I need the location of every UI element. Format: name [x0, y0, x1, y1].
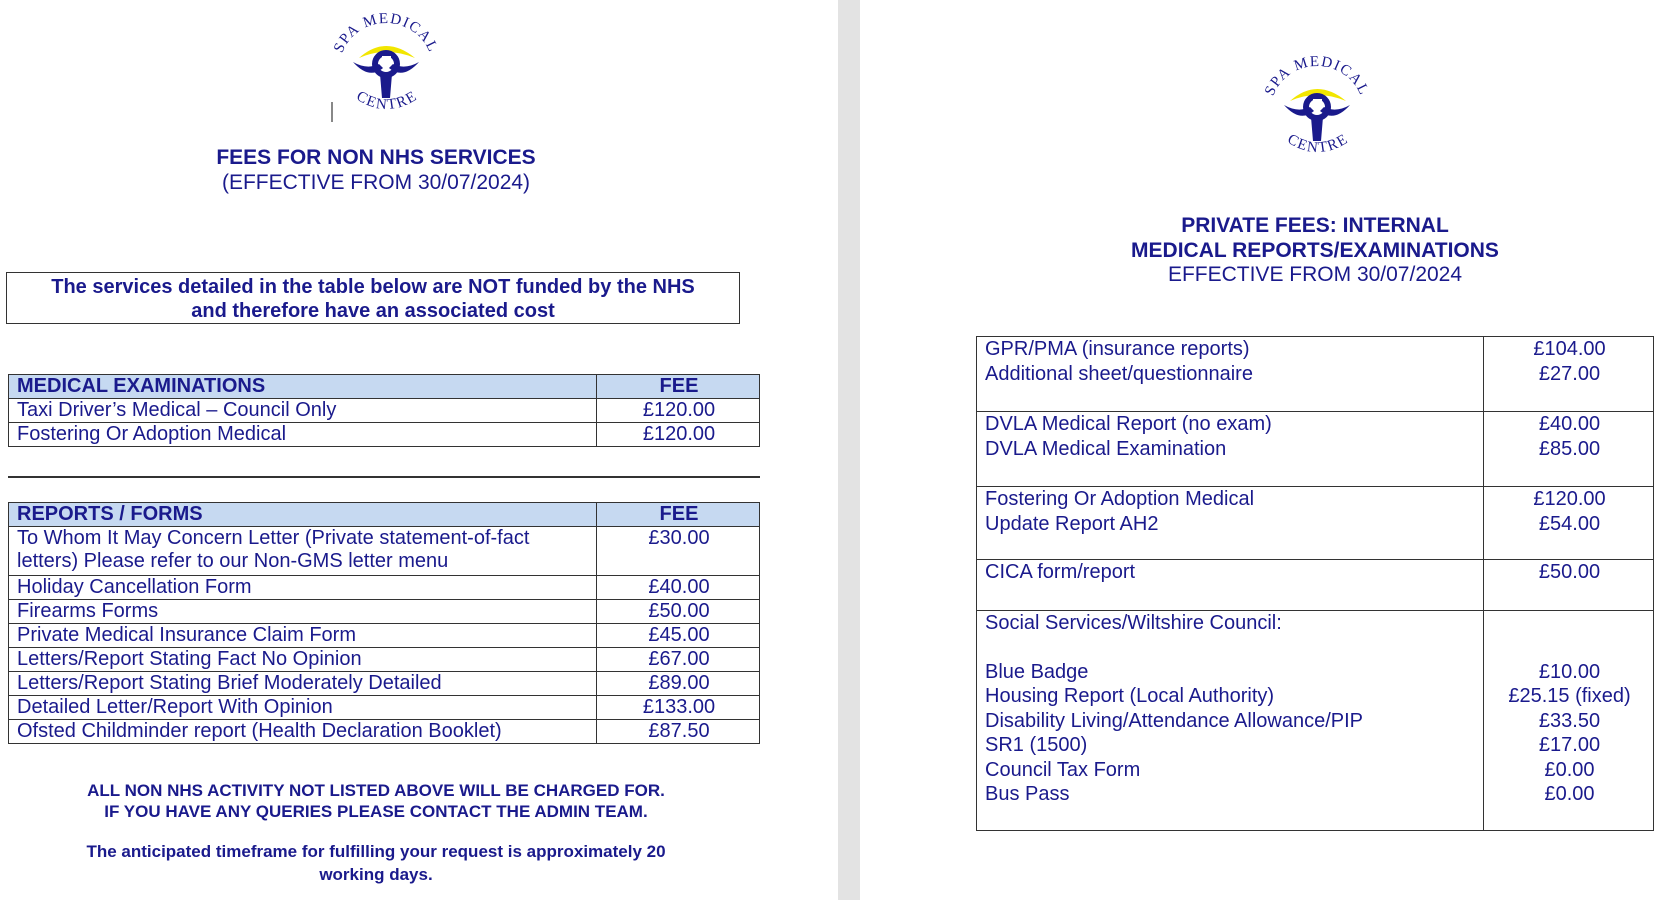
- service-name: SR1 (1500): [985, 734, 1088, 756]
- service-name: Firearms Forms: [9, 600, 597, 624]
- table-row: [9, 399, 760, 423]
- spa-medical-logo: [1258, 55, 1376, 167]
- service-name: Housing Report (Local Authority): [985, 685, 1275, 707]
- service-name: Blue Badge: [985, 660, 1089, 683]
- logo-text-top: SPA MEDICAL: [1261, 55, 1373, 99]
- fee-cell: [1484, 412, 1654, 487]
- table-row: [9, 423, 760, 447]
- service-name: Fostering Or Adoption Medical: [985, 488, 1255, 510]
- group-heading: Social Services/Wiltshire Council:: [985, 612, 1282, 634]
- spacer: [985, 636, 1477, 660]
- private-fees-table: [976, 336, 1654, 831]
- footer-line-2: IF YOU HAVE ANY QUERIES PLEASE CONTACT THE ADMIN TEAM.: [104, 802, 648, 821]
- table-row: [9, 576, 760, 600]
- service-fee: £50.00: [597, 600, 760, 624]
- table-row: [9, 648, 760, 672]
- service-cell: [977, 337, 1484, 412]
- service-fee: £120.00: [597, 423, 760, 447]
- nhs-notice-box: [6, 272, 740, 324]
- service-fee: £87.50: [597, 720, 760, 744]
- service-fee: £85.00: [1538, 437, 1601, 460]
- service-name: Detailed Letter/Report With Opinion: [9, 696, 597, 720]
- service-cell: [977, 487, 1484, 560]
- section-header: MEDICAL EXAMINATIONS: [9, 375, 597, 399]
- service-fee: £120.00: [597, 399, 760, 423]
- text-cursor-mark: [331, 102, 333, 122]
- fee-group-row: [977, 412, 1654, 487]
- blank-line: [1492, 611, 1647, 636]
- service-name: Update Report AH2: [985, 512, 1159, 535]
- footer-line-3: The anticipated timeframe for fulfilling your request is approximately 20: [86, 842, 666, 861]
- reports-forms-table: [8, 502, 760, 744]
- logo-text-top: SPA MEDICAL: [330, 12, 442, 56]
- service-name: Letters/Report Stating Fact No Opinion: [9, 648, 597, 672]
- service-fee: £89.00: [597, 672, 760, 696]
- service-name: Fostering Or Adoption Medical: [9, 423, 597, 447]
- service-cell: [977, 611, 1484, 831]
- page-gutter: [838, 0, 860, 900]
- fee-group-row: [977, 560, 1654, 611]
- service-name: Ofsted Childminder report (Health Declaration Booklet): [9, 720, 597, 744]
- spacer: [1492, 636, 1647, 660]
- private-fees-title-line-1: PRIVATE FEES: INTERNAL: [1181, 214, 1449, 237]
- service-name: Holiday Cancellation Form: [9, 576, 597, 600]
- notice-line-1: The services detailed in the table below are NOT funded by the NHS: [51, 276, 695, 298]
- fee-header: FEE: [597, 503, 760, 527]
- table-row: [9, 672, 760, 696]
- fee-group-row: [977, 611, 1654, 831]
- fee-header: FEE: [597, 375, 760, 399]
- service-name: Council Tax Form: [985, 758, 1141, 781]
- medical-examinations-table: [8, 374, 760, 447]
- section-header: REPORTS / FORMS: [9, 503, 597, 527]
- service-fee: £0.00: [1544, 758, 1595, 781]
- service-name: Additional sheet/questionnaire: [985, 362, 1253, 385]
- table-row: [9, 600, 760, 624]
- service-fee: £133.00: [597, 696, 760, 720]
- service-fee: £40.00: [1538, 413, 1601, 435]
- notice-line-2: and therefore have an associated cost: [191, 300, 555, 322]
- private-fees-title-line-2: MEDICAL REPORTS/EXAMINATIONS: [1131, 239, 1499, 262]
- section-divider: [8, 476, 760, 478]
- table-row: [9, 696, 760, 720]
- service-fee: £33.50: [1538, 709, 1601, 732]
- service-name: Letters/Report Stating Brief Moderately Detailed: [9, 672, 597, 696]
- footer-line-1: ALL NON NHS ACTIVITY NOT LISTED ABOVE WILL BE CHARGED FOR.: [87, 781, 665, 800]
- service-name: DVLA Medical Report (no exam): [985, 413, 1272, 435]
- service-name: Disability Living/Attendance Allowance/PIP: [985, 709, 1363, 732]
- service-fee: £27.00: [1538, 362, 1601, 385]
- service-cell: [977, 412, 1484, 487]
- fee-cell: [1484, 337, 1654, 412]
- service-fee: £54.00: [1538, 512, 1601, 535]
- page-subtitle: (EFFECTIVE FROM 30/07/2024): [221, 171, 531, 194]
- fee-cell: [1484, 560, 1654, 611]
- logo-text-bottom: CENTRE: [353, 88, 421, 114]
- table-header-row: [9, 375, 760, 399]
- service-fee: £25.15 (fixed): [1508, 685, 1631, 707]
- table-header-row: [9, 503, 760, 527]
- service-fee: £17.00: [1538, 734, 1601, 756]
- spa-medical-logo: [327, 12, 445, 124]
- service-fee: £30.00: [597, 527, 760, 576]
- service-name: Taxi Driver’s Medical – Council Only: [9, 399, 597, 423]
- footer-line-4: working days.: [319, 865, 433, 884]
- service-fee: £10.00: [1538, 660, 1601, 683]
- page-title: FEES FOR NON NHS SERVICES: [216, 146, 536, 169]
- service-fee: £120.00: [1533, 488, 1606, 510]
- service-fee: £0.00: [1544, 783, 1595, 805]
- service-fee: £40.00: [597, 576, 760, 600]
- table-row: [9, 720, 760, 744]
- service-fee: £45.00: [597, 624, 760, 648]
- service-name: GPR/PMA (insurance reports): [985, 338, 1250, 360]
- service-fee: £67.00: [597, 648, 760, 672]
- service-name: Private Medical Insurance Claim Form: [9, 624, 597, 648]
- fee-cell: [1484, 487, 1654, 560]
- service-name: DVLA Medical Examination: [985, 437, 1227, 460]
- service-fee: £50.00: [1538, 561, 1601, 583]
- service-name: CICA form/report: [985, 561, 1136, 583]
- service-fee: £104.00: [1533, 338, 1606, 360]
- fee-group-row: [977, 487, 1654, 560]
- logo-text-bottom: CENTRE: [1284, 131, 1352, 157]
- table-row: [9, 527, 760, 576]
- fee-group-row: [977, 337, 1654, 412]
- service-cell: [977, 560, 1484, 611]
- table-row: [9, 624, 760, 648]
- service-name: Bus Pass: [985, 783, 1070, 805]
- private-fees-subtitle: EFFECTIVE FROM 30/07/2024: [1167, 263, 1463, 286]
- fee-cell: [1484, 611, 1654, 831]
- service-name: To Whom It May Concern Letter (Private statement-of-fact letters) Please refer to our Non-GMS letter menu: [9, 527, 597, 576]
